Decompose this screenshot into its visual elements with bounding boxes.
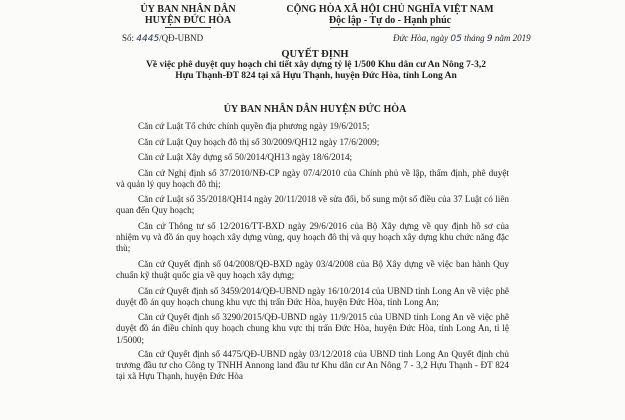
- date-month-label: tháng: [464, 33, 485, 43]
- legal-basis-paragraph: Căn cứ Luật Xây dựng số 50/2014/QH13 ngày 18/6/2014;: [138, 152, 353, 162]
- document-body: [116, 121, 509, 385]
- legal-basis-paragraph: Căn cứ Thông tư số 12/2016/TT-BXD ngày 29/6/2016 của Bộ Xây dựng về quy định hồ sơ của nhiệm vụ và đồ án quy hoạch xây dựng vùng, quy hoạch đô thị và quy hoạch xây dựng khu chức năng đặc thù;: [116, 220, 509, 254]
- legal-basis-paragraph: Căn cứ Quyết định số 3290/2015/QĐ-UBND ngày 11/9/2015 của UBND tỉnh Long An về việc phê duyệt đồ án điều chỉnh quy hoạch chung khu vực thị trấn Đức Hòa, huyện Đức Hòa, tỉnh Long An, tỉ lệ 1/5000;: [116, 312, 509, 345]
- legal-basis-paragraph: Căn cứ Luật Tổ chức chính quyền địa phương ngày 19/6/2015;: [138, 121, 370, 131]
- country-name: CỘNG HÒA XÃ HỘI CHỦ NGHĨA VIỆT NAM: [286, 4, 494, 15]
- document-title: QUYẾT ĐỊNH: [281, 49, 349, 60]
- document-subject: Về việc phê duyệt quy hoạch chi tiết xây dựng tỷ lệ 1/500 Khu dân cư An Nông 7-3,2 Hựu Thạnh-ĐT 824 tại xã Hựu Thạnh, huyện Đức Hòa, tỉnh Long An: [146, 60, 486, 81]
- doc-number-handwritten: 4445: [136, 34, 160, 44]
- date-place: Đức Hòa, ngày: [393, 33, 449, 43]
- national-motto: Độc lập - Tự do - Hạnh phúc: [328, 15, 452, 26]
- doc-number-prefix: Số:: [122, 33, 135, 43]
- date-month: 9: [486, 34, 493, 44]
- legal-basis-paragraph: Căn cứ Nghị định số 37/2010/NĐ-CP ngày 07/4/2010 của Chính phủ về lập, thẩm định, phê duyệt và quản lý quy hoạch đô thị;: [116, 167, 509, 189]
- issuing-authority: ỦY BAN NHÂN DÂN HUYỆN ĐỨC HÒA: [223, 104, 407, 115]
- date-year: 2019: [512, 33, 531, 43]
- document-number: [122, 33, 203, 45]
- issuing-agency-header: [118, 4, 258, 28]
- agency-underline: [165, 27, 211, 28]
- date-day: 05: [450, 34, 462, 44]
- legal-basis-paragraph: Căn cứ Quyết định số 4475/QĐ-UBND ngày 03/12/2018 của UBND tỉnh Long An Quyết định chủ trương đầu tư cho Công ty TNHH Annong land đầu tư Khu dân cư An Nông 7 - 3,2 Hựu Thạnh - ĐT 824 tại xã Hựu Thạnh, huyện Đức Hòa: [116, 348, 509, 382]
- legal-basis-paragraph: Căn cứ Quyết định số 04/2008/QĐ-BXD ngày 03/4/2008 của Bộ Xây dựng về việc ban hành Quy chuẩn kỹ thuật quốc gia về quy hoạch xây dựng;: [116, 258, 509, 281]
- legal-basis-paragraph: Căn cứ Luật số 35/2018/QH14 ngày 20/11/2018 về sửa đổi, bổ sung một số điều của 37 Luật có liên quan đến Quy hoạch;: [116, 194, 509, 216]
- agency-line-2: HUYỆN ĐỨC HÒA: [144, 15, 232, 26]
- national-motto-header: [277, 4, 503, 28]
- agency-line-1: ỦY BAN NHÂN DÂN: [140, 4, 236, 15]
- legal-basis-paragraph: Căn cứ Quyết định số 3459/2014/QĐ-UBND ngày 16/10/2014 của UBND tỉnh Long An về việc phê duyệt đồ án quy hoạch chung khu vực thị trấn Đức Hòa, huyện Đức Hòa, tỉnh Long An;: [116, 285, 509, 307]
- date-year-label: năm: [494, 33, 511, 43]
- motto-underline: [330, 27, 450, 28]
- date-line: [393, 33, 531, 45]
- doc-number-suffix: /QĐ-UBND: [159, 33, 204, 43]
- legal-basis-paragraph: Căn cứ Luật Quy hoạch đô thị số 30/2009/QH12 ngày 17/6/2009;: [138, 136, 380, 147]
